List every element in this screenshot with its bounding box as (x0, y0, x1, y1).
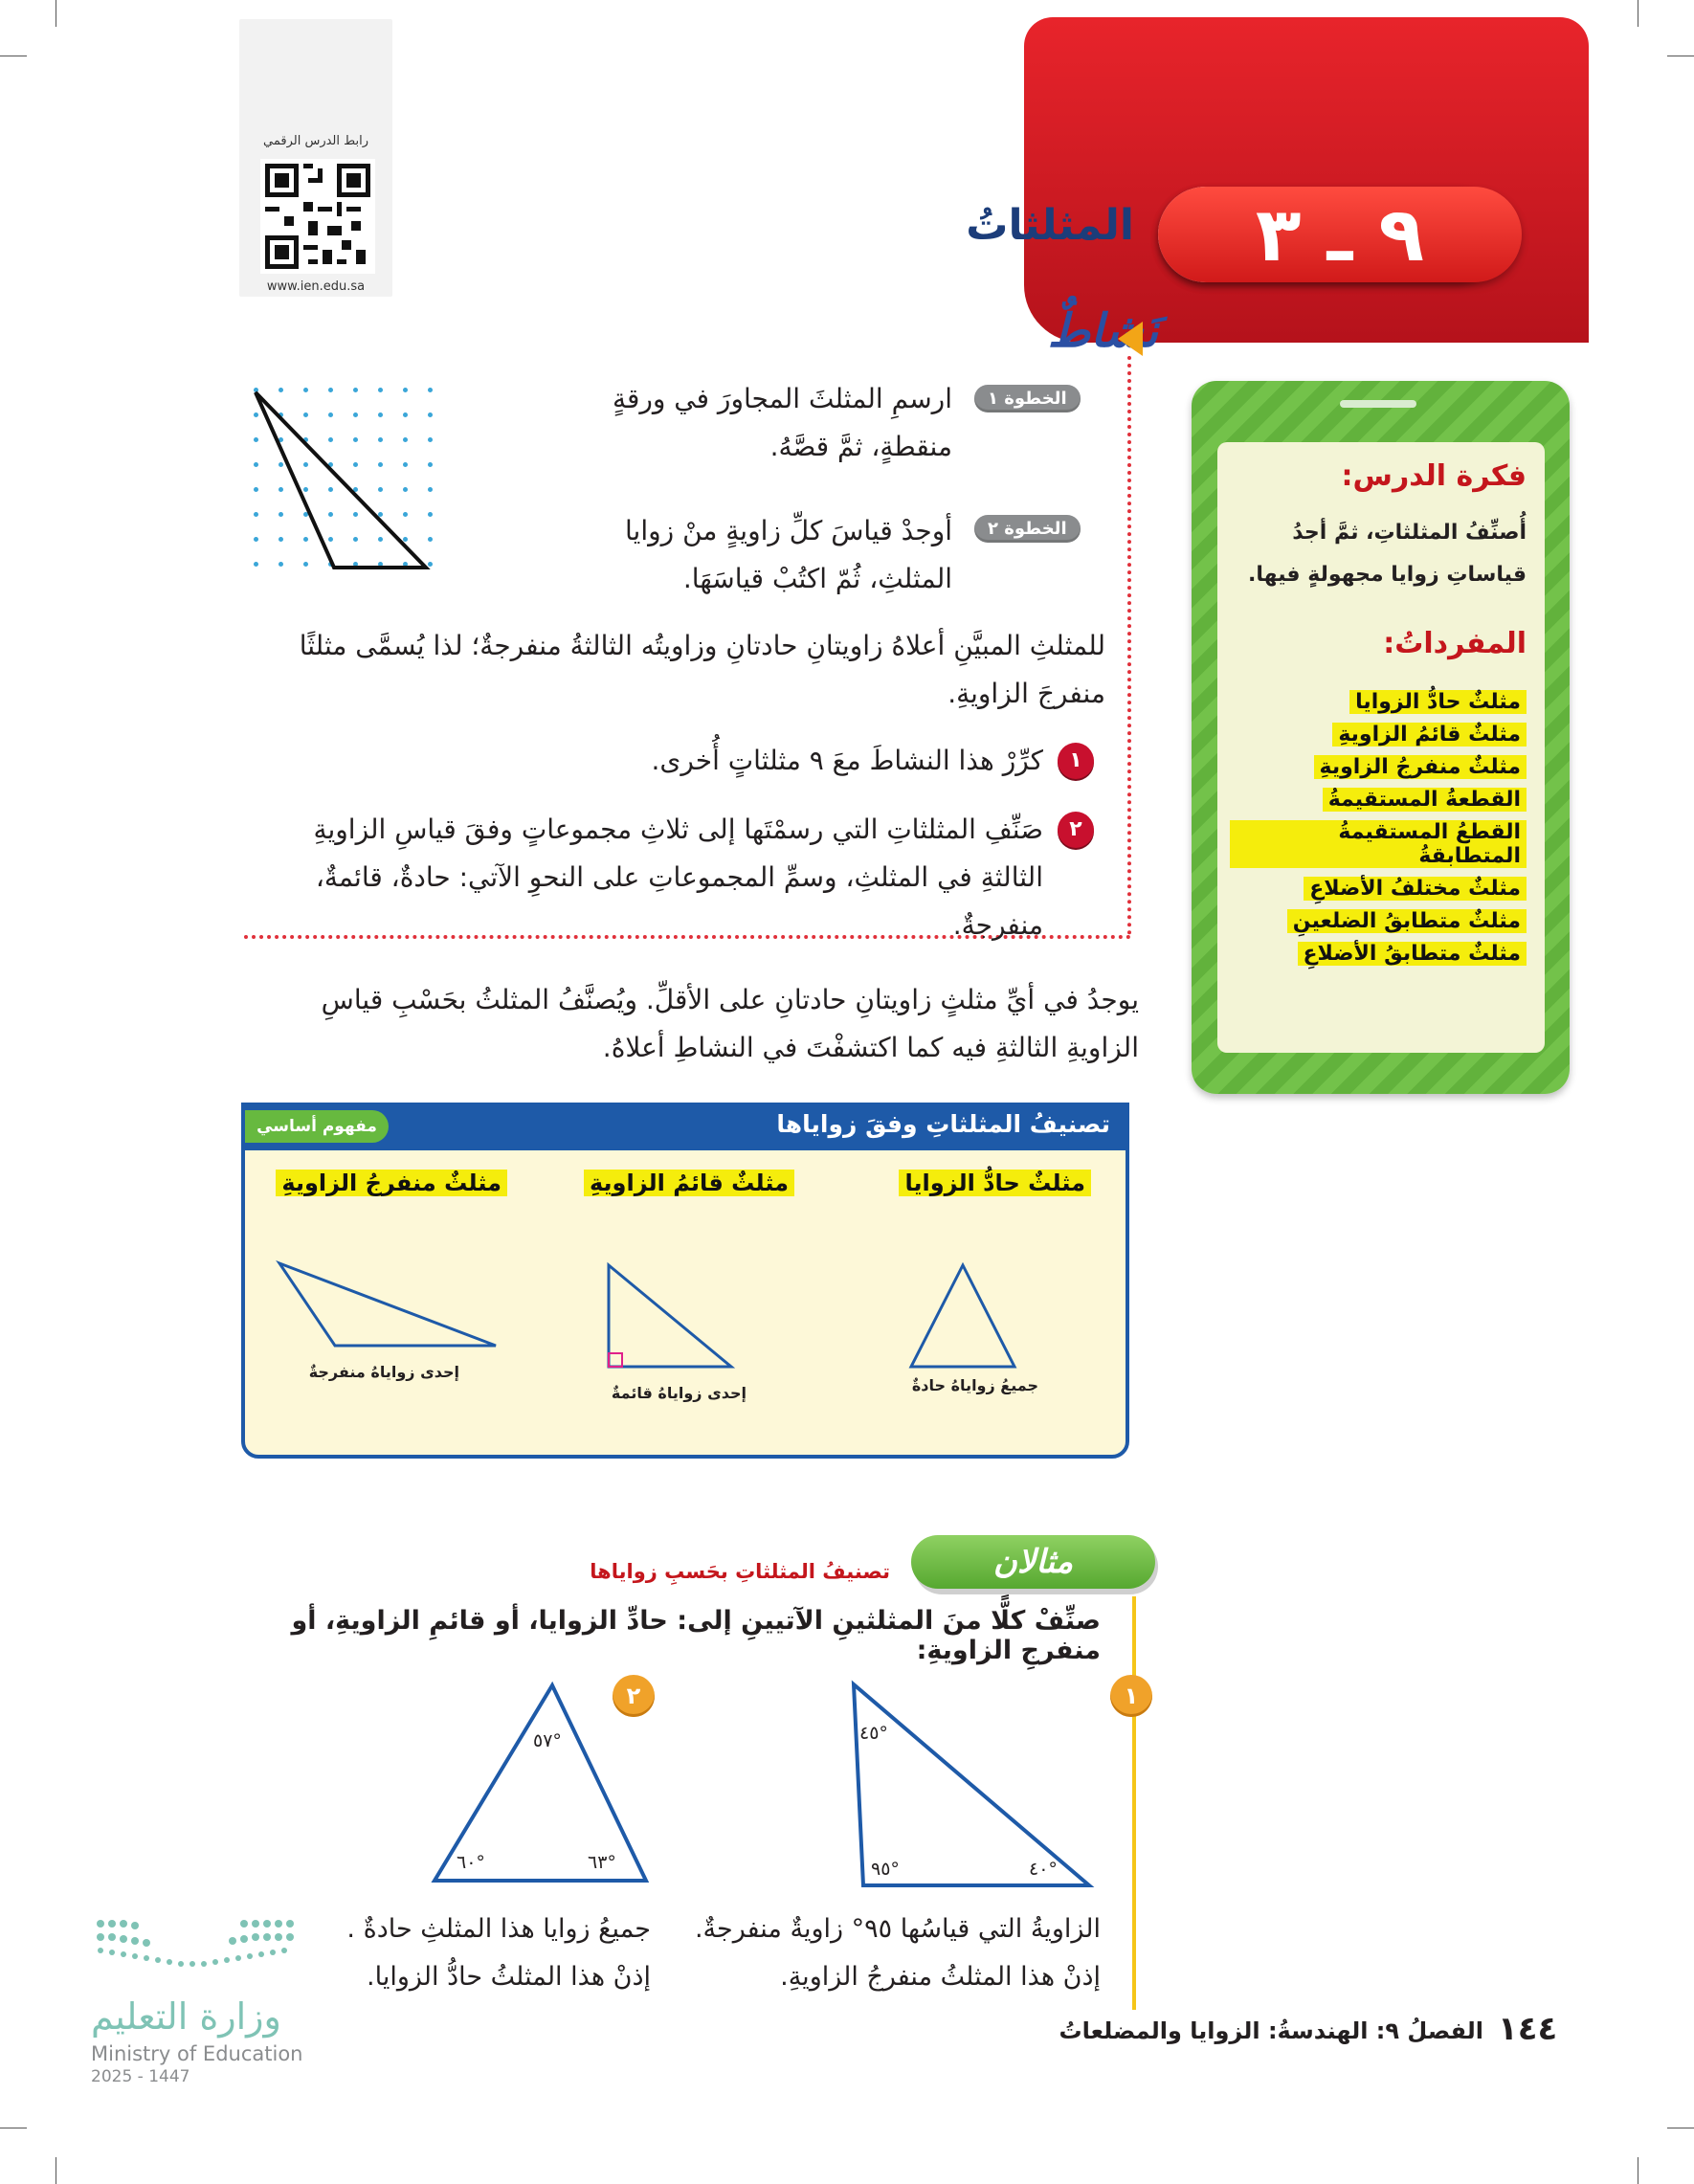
vocab-item: مثلثٌ حادُّ الزوايا (1349, 690, 1527, 714)
sidebar-vocab-title: المفرداتُ: (1383, 627, 1527, 660)
activity-frame-vertical (1127, 356, 1131, 935)
step2-text: أوجدْ قياسَ كلِّ زاويةٍ منْ زوايا المثلثِ، ثُمّ اكتُبْ قياسَهَا. (625, 515, 952, 594)
concept-caption-right: إحدى زواياهُ قائمةٌ (611, 1384, 747, 1402)
question-1-number: ١ (1058, 743, 1094, 779)
sidebar-vocab-list (1230, 681, 1527, 974)
concept-type-acute-label (861, 1170, 1091, 1196)
step1-chip: الخطوة ١ (974, 385, 1081, 412)
chapter-footer: الفصلُ ٩: الهندسةُ: الزوايا والمضلعاتُ (1059, 2017, 1483, 2044)
vocab-item: مثلثٌ قائمُ الزاويةِ (1332, 723, 1527, 747)
obtuse-triangle-drawing (256, 392, 426, 568)
examples-rule (1132, 1596, 1136, 2010)
concept-type-right-label (555, 1170, 794, 1196)
qr-code-icon (260, 159, 375, 274)
examples-instruction: صنِّفْ كلًّا منَ المثلثينِ الآتيينِ إلى: حادِّ الزوايا، أو قائمِ الزاويةِ، أو منفرجِ الزاويةِ: (291, 1606, 1101, 1665)
qr-url: www.ien.edu.sa (266, 279, 366, 294)
intro-paragraph: يوجدُ في أيِّ مثلثٍ زاويتانِ حادتانِ على الأقلِّ. ويُصنَّفُ المثلثُ بحَسْبِ قياسِ الزاويةِ الثالثةِ فيه كما اكتشفْتَ في النشاطِ أعلاهُ. (321, 984, 1139, 1063)
qr-code (260, 159, 375, 274)
concept-caption-acute: جميعُ زواياهُ حادةٌ (911, 1376, 1038, 1394)
question-2-number: ٢ (1058, 812, 1094, 848)
sidebar-handle (1340, 400, 1416, 408)
vocab-item: مثلثٌ منفرجُ الزاويةِ (1314, 755, 1527, 779)
concept-caption-obtuse: إحدى زواياهُ منفرجةٌ (308, 1363, 459, 1381)
ministry-name-en: Ministry of Education (91, 2042, 303, 2065)
example-2-angle-bottom-right: °٦٣ (588, 1852, 616, 1873)
example-1-answer-line2: إذنْ هذا المثلثُ منفرجُ الزاويةِ. (780, 1962, 1101, 1992)
concept-type-obtuse-label (258, 1170, 507, 1196)
activity-triangle (254, 388, 445, 579)
question-1-text: كرِّرْ هذا النشاطَ معَ ٩ مثلثاتٍ أُخرى. (651, 745, 1043, 776)
example-2-angle-bottom-left: °٦٠ (457, 1852, 485, 1873)
example-1-angle-top: °٤٥ (859, 1723, 888, 1744)
vocab-item: مثلثٌ متطابقُ الأضلاعِ (1298, 942, 1527, 966)
question-2-text: صَنِّفِ المثلثاتِ التي رسمْتَها إلى ثلاثِ مجموعاتٍ وفقَ قياسِ الزاويةِ الثالثةِ في المثلثِ، وسمِّ المجموعاتِ على النحوِ الآتي: حادةٌ، قائمةٌ، منفرجةٌ. (313, 813, 1043, 941)
ministry-logo (91, 1914, 311, 1991)
example-2-number: ٢ (613, 1675, 655, 1717)
lesson-banner (1024, 17, 1589, 343)
concept-type-right-name: مثلثٌ قائمُ الزاويةِ (584, 1170, 794, 1196)
page-number: ١٤٤ (1498, 2010, 1558, 2048)
step2-chip: الخطوة ٢ (974, 515, 1081, 543)
ministry-name-ar: وزارة التعليم (91, 1995, 281, 2038)
ministry-logo-icon (91, 1914, 311, 1991)
vocab-item: مثلثٌ متطابقُ الضلعينِ (1287, 909, 1527, 933)
vocab-item: القطعةُ المستقيمةُ (1323, 788, 1527, 812)
ministry-year: 2025 - 1447 (91, 2067, 190, 2086)
qr-label: رابط الدرس الرقمي (263, 134, 368, 148)
vocab-item: القطعُ المستقيمةُ المتطابقةُ (1230, 820, 1527, 868)
example-1-triangle-shape (854, 1684, 1089, 1885)
example-2-answer-line2: إذنْ هذا المثلثُ حادُّ الزوايا. (367, 1962, 651, 1992)
examples-badge: مثالان (911, 1535, 1155, 1589)
concept-type-obtuse-name: مثلثٌ منفرجُ الزاويةِ (276, 1170, 507, 1196)
example-1-angle-bottom-right: °٤٠ (1029, 1859, 1058, 1880)
right-triangle (609, 1265, 731, 1367)
examples-subtitle: تصنيفُ المثلثاتِ بحَسبِ زواياها (590, 1560, 890, 1583)
concept-tag: مفهوم أساسي (245, 1110, 389, 1143)
sidebar-idea-text: أُصنِّفُ المثلثاتِ، ثمَّ أجدُ قياساتِ زوايا مجهولةٍ فيها. (1248, 521, 1527, 587)
dot-paper (254, 388, 445, 579)
activity-heading-text: نَشاطٌ (1047, 304, 1158, 358)
step1-text: ارسمِ المثلثَ المجاورَ في ورقةٍ منقطةٍ، ثمَّ قصَّهُ. (612, 383, 952, 462)
lesson-number: ٩ ـ ٣ (1255, 192, 1425, 279)
concept-type-acute-name: مثلثٌ حادُّ الزوايا (899, 1170, 1091, 1196)
lesson-title: المثلثاتُ (966, 201, 1134, 250)
example-1-number: ١ (1110, 1675, 1152, 1717)
example-2-angle-top: °٥٧ (533, 1730, 562, 1751)
sidebar-idea-title: فكرة الدرس: (1341, 459, 1527, 493)
example-2-answer-line1: جميعُ زوايا هذا المثلثِ حادةٌ . (346, 1914, 651, 1944)
example-1-angle-bottom-left: °٩٥ (871, 1859, 900, 1880)
activity-paragraph: للمثلثِ المبيَّنِ أعلاهُ زاويتانِ حادتانِ وزاويتُه الثالثةُ منفرجةٌ؛ لذا يُسمَّى مثلثًا منفرجَ الزاويةِ. (299, 630, 1105, 709)
vocab-item: مثلثٌ مختلفُ الأضلاعِ (1304, 877, 1527, 901)
example-1-answer-line1: الزاويةُ التي قياسُها ٩٥° زاويةٌ منفرجةٌ. (694, 1914, 1101, 1944)
right-angle-mark (609, 1353, 622, 1367)
activity-arrow-icon (1118, 322, 1143, 356)
concept-title: تصنيفُ المثلثاتِ وفقَ زواياها (776, 1110, 1110, 1138)
obtuse-triangle (279, 1263, 496, 1346)
acute-triangle (911, 1265, 1014, 1367)
